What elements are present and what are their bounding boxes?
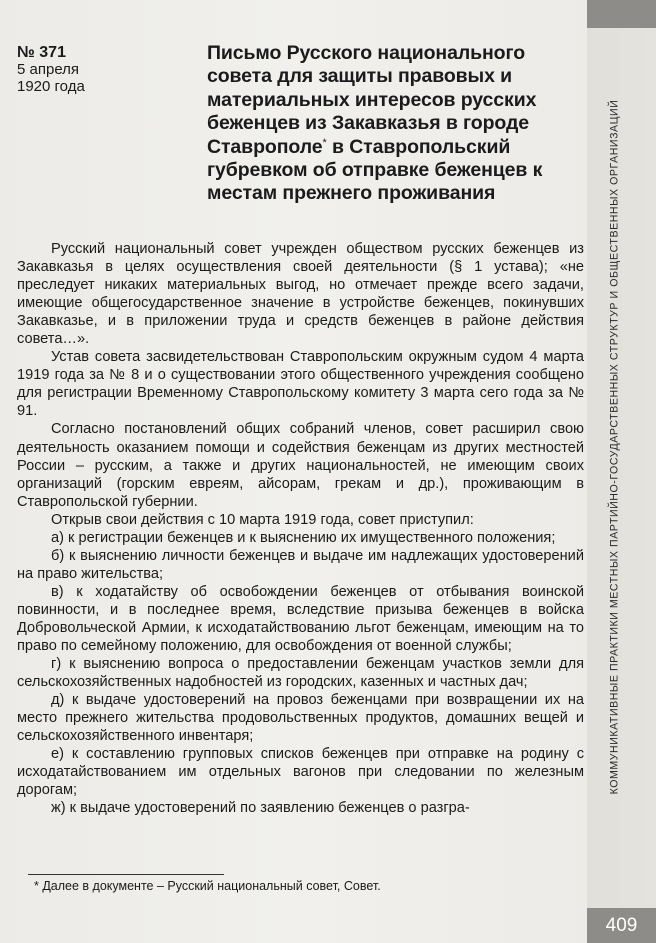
title-part-1: Письмо Русского национального совета для защиты правовых и материальных интересов русских беженцев из Закавказья в городе Ставрополе — [207, 42, 537, 158]
list-item: г) к выяснению вопроса о предоставлении беженцам участков земли для сельскохозяйственных надобностей из городских, казенных и частных дач; — [17, 656, 584, 691]
running-section-text: КОММУНИКАТИВНЫЕ ПРАКТИКИ МЕСТНЫХ ПАРТИЙНО-ГОСУДАРСТВЕННЫХ СТРУКТУР И ОБЩЕСТВЕННЫХ ОРГАНИЗАЦИЙ — [608, 99, 620, 795]
list-item: в) к ходатайству об освобождении беженцев от отбывания воинской повинности, и в последнее время, вследствие призыва беженцев в войска Добровольческой Армии, к исходатайствованию льгот беженцам, имеющим на то право по семейному положению, для освобождения от военной службы; — [17, 583, 584, 655]
document-number: № 371 — [17, 44, 66, 61]
list-item: а) к регистрации беженцев и к выяснению их имущественного положения; — [51, 529, 556, 546]
running-section-label — [584, 47, 644, 847]
list-item: ж) к выдаче удостоверений по заявлению беженцев о разгра- — [51, 800, 470, 817]
top-corner-tab — [587, 0, 656, 28]
footnote-divider — [28, 874, 224, 875]
paragraph: Открыв свои действия с 10 марта 1919 года, совет приступил: — [51, 511, 474, 528]
paragraph: Русский национальный совет учрежден обществом русских беженцев из Закавказья в целях осуществления своей деятельности (§ 1 устава); «не преследует никаких материальных выгод, но отмечает прежде всего задачи, имеющие общегосударственное значение в устройстве беженцев, покинувших Закавказье, и в приложении труда и средств беженцев в районе действия совета…». — [17, 241, 584, 348]
document-meta — [17, 44, 167, 95]
document-date-day: 5 апреля — [17, 61, 80, 78]
document-title — [207, 42, 577, 206]
paragraph: Устав совета засвидетельствован Ставропольским окружным судом 4 марта 1919 года за № 8 и о существовании этого общественного учреждения сообщено для регистрации Временному Ставропольскому комитету 3 марта сего года за № 91. — [17, 349, 584, 420]
page-number: 409 — [587, 908, 656, 943]
footnote: * Далее в документе – Русский национальный совет, Совет. — [34, 879, 381, 893]
list-item: д) к выдаче удостоверений на провоз беженцами при возвращении их на место прежнего жительства продовольственных продуктов, домашних вещей и сельскохозяйственного инвентаря; — [17, 692, 584, 745]
document-date-year: 1920 года — [17, 78, 85, 95]
list-item: б) к выяснению личности беженцев и выдаче им надлежащих удостоверений на право жительства; — [17, 547, 584, 582]
footnote-marker: * — [322, 136, 327, 149]
document-body — [17, 240, 584, 818]
title-part-2: в Ставропольский губревком об отправке беженцев к местам прежнего проживания — [207, 135, 543, 205]
paragraph: Согласно постановлений общих собраний членов, совет расширил свою деятельность оказанием помощи и содействия беженцам из других местностей России – русским, а также и других национальностей, не имеющим своих организаций (горским евреям, айсорам, грекам и др.), проживающим в Ставропольской губернии. — [17, 421, 584, 510]
list-item: е) к составлению групповых списков беженцев при отправке на родину с исходатайствованием им отдельных вагонов при следовании по железным дорогам; — [17, 746, 584, 799]
